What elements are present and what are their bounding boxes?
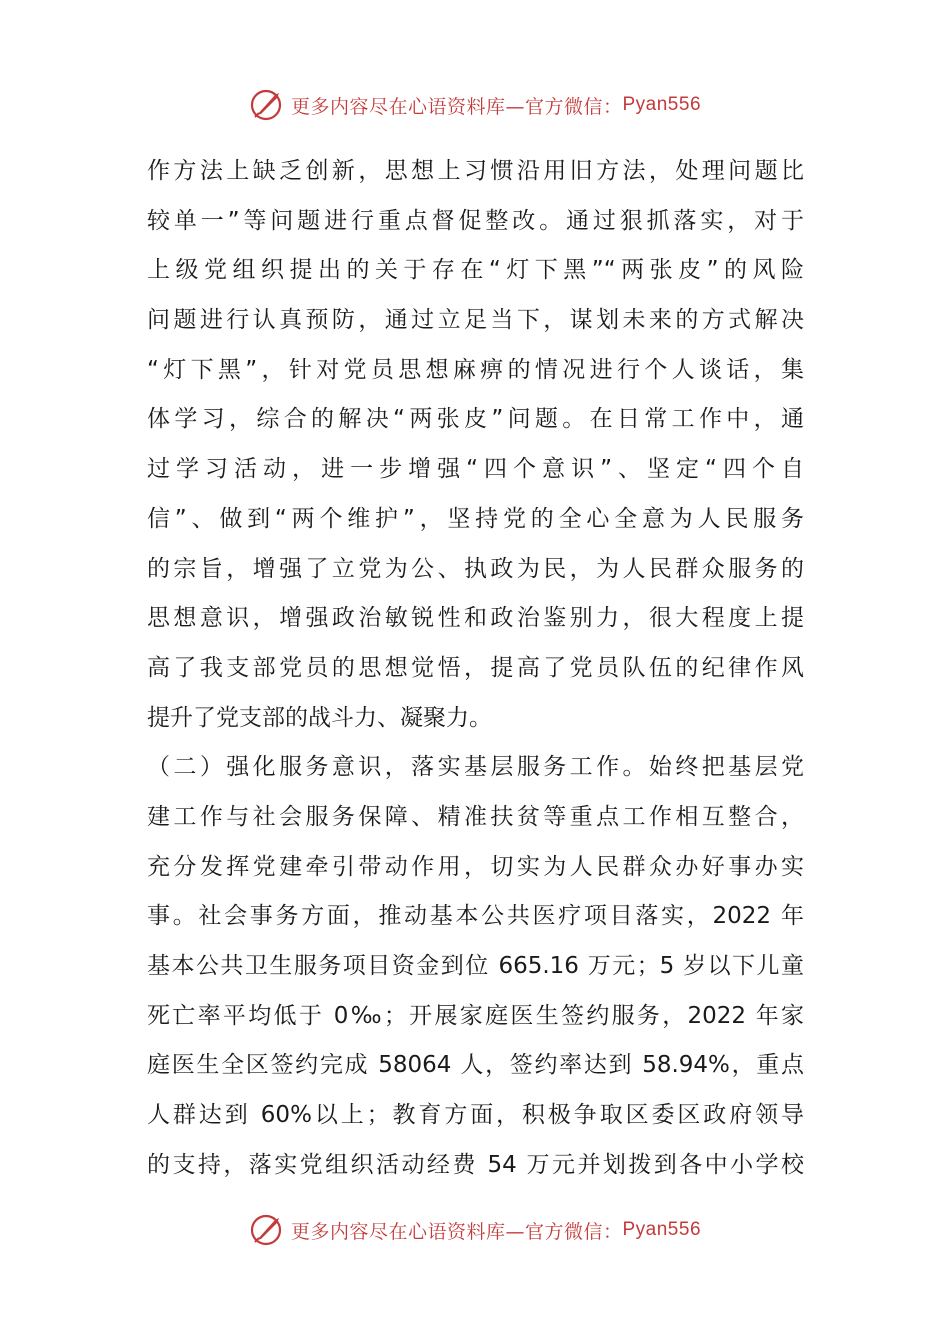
body-line: 提升了党支部的战斗力、凝聚力。	[147, 704, 492, 731]
body-line: 过学习活动，进一步增强“四个意识”、坚定“四个自	[147, 456, 804, 483]
body-line: 基本公共卫生服务项目资金到位 665.16 万元；5 岁以下儿童	[147, 953, 804, 979]
body-line: 人群达到 60%以上；教育方面，积极争取区委区政府领导	[147, 1102, 804, 1129]
document-body	[147, 147, 804, 1190]
body-line: 问题进行认真预防，通过立足当下，谋划未来的方式解决	[147, 307, 804, 334]
body-line: 作方法上缺乏创新，思想上习惯沿用旧方法，处理问题比	[147, 158, 804, 184]
banner-handle: Pyan556	[622, 1219, 702, 1240]
body-line: “灯下黑”，针对党员思想麻痹的情况进行个人谈话，集	[147, 356, 804, 383]
body-line: 庭医生全区签约完成 58064 人，签约率达到 58.94%，重点	[147, 1052, 804, 1079]
body-line: 信”、做到“两个维护”，坚持党的全心全意为人民服务	[147, 505, 804, 532]
body-line: 死亡率平均低于 0‰；开展家庭医生签约服务，2022 年家	[147, 1002, 804, 1029]
banner-text: 更多内容尽在心语资料库—官方微信：	[290, 1220, 623, 1243]
banner-text: 更多内容尽在心语资料库—官方微信：	[290, 95, 623, 118]
body-line: 思想意识，增强政治敏锐性和政治鉴别力，很大程度上提	[147, 605, 804, 632]
quill-logo-icon	[249, 87, 285, 123]
section-heading-line: （二）强化服务意识，落实基层服务工作。始终把基层党	[147, 754, 804, 781]
body-line: 的支持，落实党组织活动经费 54 万元并划拨到各中小学校	[147, 1151, 804, 1178]
body-line: 较单一”等问题进行重点督促整改。通过狠抓落实，对于	[147, 207, 804, 234]
quill-logo-icon	[249, 1212, 285, 1248]
body-line: 体学习，综合的解决“两张皮”问题。在日常工作中，通	[147, 406, 804, 433]
body-line: 事。社会事务方面，推动基本公共医疗项目落实，2022 年	[147, 903, 804, 930]
body-line: 的宗旨，增强了立党为公、执政为民，为人民群众服务的	[147, 555, 804, 582]
header-watermark-banner	[0, 85, 950, 125]
banner-handle: Pyan556	[622, 94, 702, 115]
body-line: 建工作与社会服务保障、精准扶贫等重点工作相互整合，	[147, 803, 804, 830]
body-line: 上级党组织提出的关于存在“灯下黑”“两张皮”的风险	[147, 257, 804, 284]
footer-watermark-banner	[0, 1210, 950, 1250]
body-line: 充分发挥党建牵引带动作用，切实为人民群众办好事办实	[147, 853, 804, 880]
body-line: 高了我支部党员的思想觉悟，提高了党员队伍的纪律作风	[147, 654, 804, 681]
